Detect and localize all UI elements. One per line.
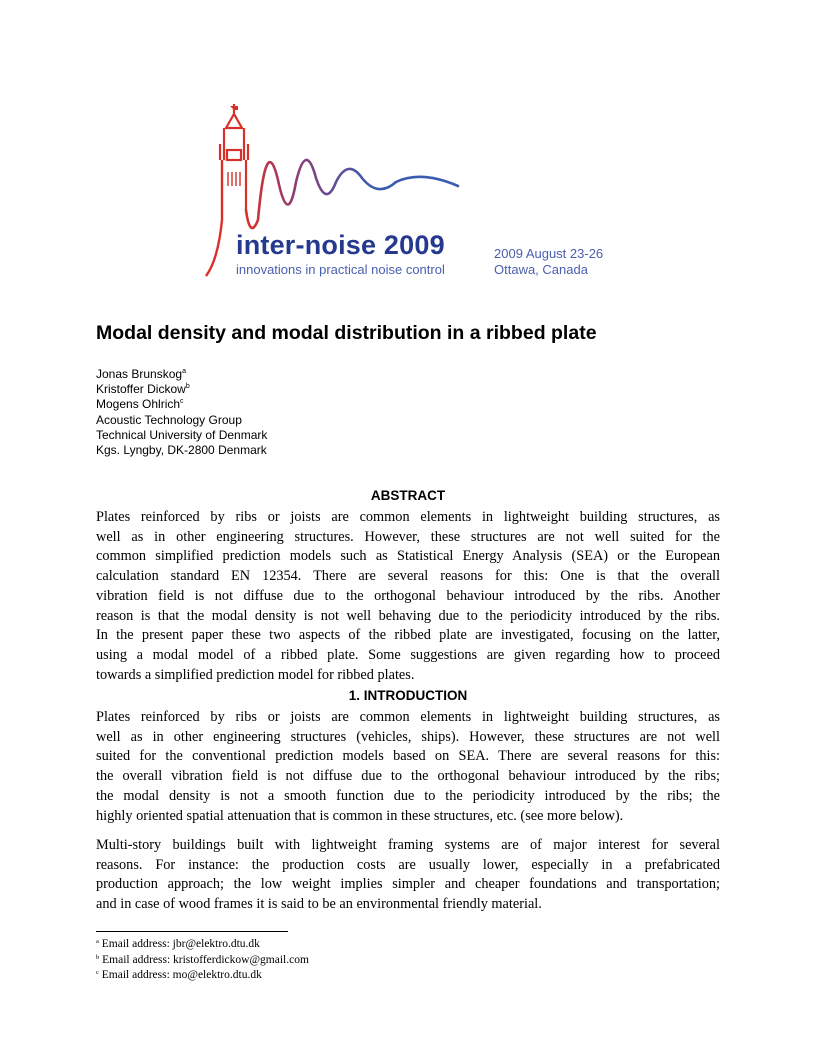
- affiliation-line: Acoustic Technology Group: [96, 412, 242, 427]
- introduction-paragraph-1: Plates reinforced by ribs or joists are common elements in lightweight building structures, as well as in other engineering structures (vehicles, ships). However, these structures are not well suited for the conventional prediction models based on SEA. There are several reasons for this: the overall vibration field is not diffuse due to the orthogonal behaviour introduced by the ribs; the modal density is not a smooth function due to the periodicity introduced by the ribs; the highly oriented spatial attenuation that is common in these structures, etc. (see more below).: [96, 709, 720, 824]
- footnote: $^a$ Email address: jbr@elektro.dtu.dk: [96, 938, 260, 950]
- abstract-heading: ABSTRACT: [370, 488, 446, 503]
- footnote: $^c$ Email address: mo@elektro.dtu.dk: [96, 969, 262, 981]
- affiliation-line: Technical University of Denmark: [96, 427, 268, 442]
- author: Kristoffer Dickow$^b$: [96, 382, 190, 397]
- paper-title: Modal density and modal distribution in a ribbed plate: [96, 322, 597, 344]
- conference-tagline: innovations in practical noise control: [236, 262, 445, 277]
- abstract-text: Plates reinforced by ribs or joists are common elements in lightweight building structures, as well as in other engineering structures. However, these structures are not well suited for the common simplified prediction models such as Statistical Energy Analysis (SEA) or the European calculation standard EN 12354. There are several reasons for this: One is that the overall vibration field is not diffuse due to the orthogonal behaviour introduced by the ribs. Another reason is that the modal density is not well behaving due to the periodicity introduced by the ribs. In the present paper these two aspects of the ribbed plate are investigated, focusing on the latter, using a modal model of a ribbed plate. Some suggestions are given regarding how to proceed towards a simplified prediction model for ribbed plates.: [96, 509, 720, 683]
- footnote-divider: [96, 931, 288, 932]
- author-block: [96, 367, 267, 458]
- conference-location: Ottawa, Canada: [494, 262, 588, 277]
- conference-date: 2009 August 23-26: [494, 246, 604, 261]
- affiliation-line: Kgs. Lyngby, DK-2800 Denmark: [96, 443, 267, 458]
- introduction-paragraph-2: Multi-story buildings built with lightweight framing systems are of major interest for several reasons. For instance: the production costs are usually lower, especially in a prefabricated production approach; the low weight implies simpler and cheaper foundations and transportation; and in case of wood frames it is said to be an environmental friendly material.: [96, 837, 720, 913]
- conference-name: inter-noise 2009: [236, 230, 445, 260]
- wave-icon: [246, 160, 458, 228]
- author: Mogens Ohlrich$^c$: [96, 397, 184, 412]
- footnote: $^b$ Email address: kristofferdickow@gmail.com: [96, 953, 309, 966]
- footnotes: [96, 937, 309, 984]
- author: Jonas Brunskog$^a$: [96, 367, 186, 381]
- introduction-heading: 1. INTRODUCTION: [348, 688, 468, 703]
